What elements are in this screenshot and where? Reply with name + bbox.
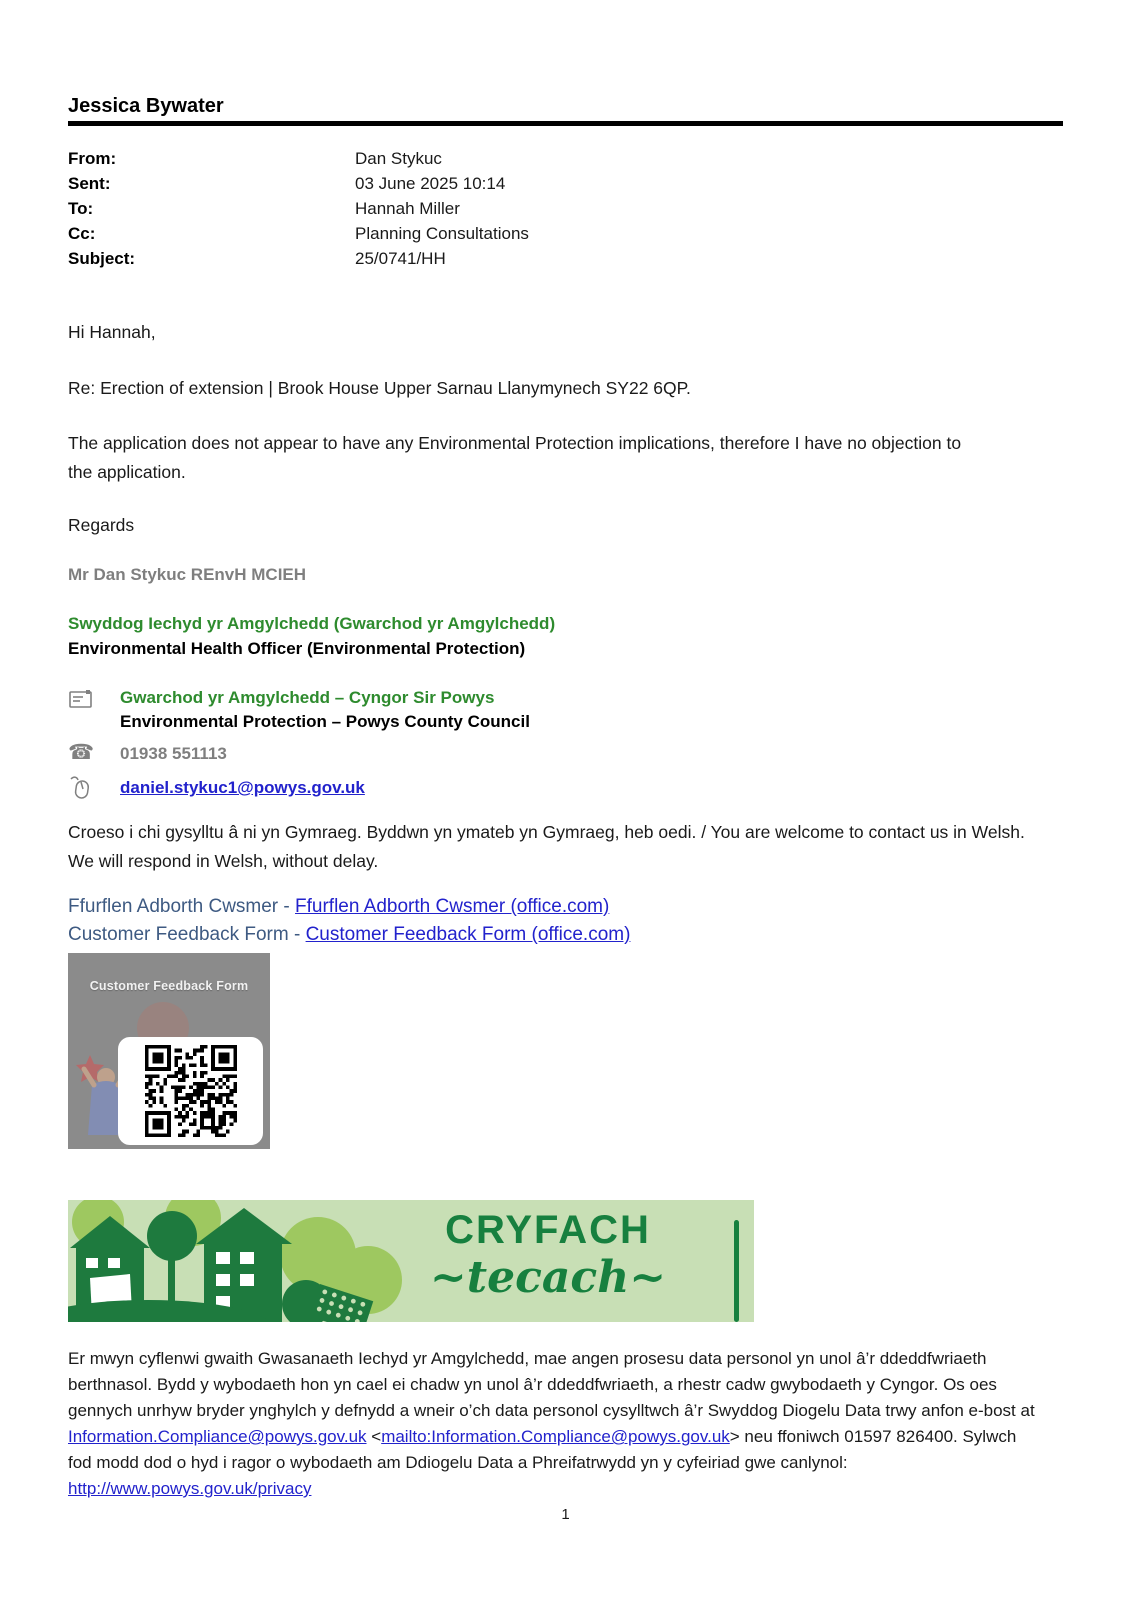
qr-image-title: Customer Feedback Form bbox=[89, 979, 249, 993]
computer-mouse-icon bbox=[68, 772, 120, 806]
banner-vertical-rule bbox=[734, 1220, 739, 1322]
cryfach-tecach-banner bbox=[68, 1200, 754, 1322]
field-cc bbox=[68, 224, 1063, 249]
feedback-english-link[interactable]: Customer Feedback Form (office.com) bbox=[305, 924, 631, 945]
department-english: Environmental Protection – Powys County Council bbox=[120, 712, 530, 731]
document-owner-name: Jessica Bywater bbox=[68, 95, 224, 117]
job-title-welsh: Swyddog Iechyd yr Amgylchedd (Gwarchod yr Amgylchedd) bbox=[68, 614, 556, 633]
field-to-value: Hannah Miller bbox=[355, 199, 460, 218]
department-row bbox=[68, 686, 768, 734]
header-divider bbox=[68, 121, 1063, 126]
qr-code bbox=[118, 1037, 263, 1145]
field-sent-value: 03 June 2025 10:14 bbox=[355, 174, 506, 193]
feedback-welsh-link[interactable]: Ffurflen Adborth Cwsmer (office.com) bbox=[295, 896, 610, 917]
field-cc-value: Planning Consultations bbox=[355, 224, 529, 243]
feedback-english-label: Customer Feedback Form bbox=[68, 924, 289, 945]
feedback-welsh-separator: - bbox=[278, 896, 296, 917]
contact-block bbox=[68, 686, 768, 812]
feedback-line-english bbox=[68, 924, 630, 946]
main-body-text: The application does not appear to have any Environmental Protection implications, therefore I have no objection to the application. bbox=[68, 433, 962, 482]
footer-text-1: Er mwyn cyflenwi gwaith Gwasanaeth Iechyd yr Amgylchedd, mae angen prosesu data personol yn unol â’r ddeddfwriaeth berthnasol. Bydd y wybodaeth hon yn cael ei chadw yn unol â’r ddeddfwriaeth, a rhestr cadw gwybodaeth y Cyngor. Os oes gennych unrhyw bryder ynghylch y defnydd a wneir o’ch data personol cysylltwch â’r Swyddog Diogelu Data trwy anfon e-bost at bbox=[68, 1349, 1035, 1420]
customer-feedback-qr-image bbox=[68, 953, 270, 1149]
page-number: 1 bbox=[561, 1506, 570, 1523]
welsh-language-notice: Croeso i chi gysylltu â ni yn Gymraeg. Byddwn yn ymateb yn Gymraeg, heb oedi. / You are welcome to contact us in Welsh. We will respond in Welsh, without delay. bbox=[68, 822, 1025, 871]
banner-subtitle: ~tecach~ bbox=[429, 1252, 667, 1303]
email-meta-fields bbox=[68, 149, 1063, 274]
job-title-english: Environmental Health Officer (Environmental Protection) bbox=[68, 639, 526, 658]
banner-title: CRYFACH bbox=[445, 1208, 651, 1252]
signoff-text: Regards bbox=[68, 515, 135, 535]
feedback-line-welsh bbox=[68, 896, 609, 918]
field-sent bbox=[68, 174, 1063, 199]
field-sent-label: Sent: bbox=[68, 174, 111, 193]
email-row bbox=[68, 772, 768, 806]
field-from-label: From: bbox=[68, 149, 117, 168]
field-to-label: To: bbox=[68, 199, 94, 218]
field-from-value: Dan Stykuc bbox=[355, 149, 442, 168]
compliance-email-link[interactable]: Information.Compliance@powys.gov.uk bbox=[68, 1427, 367, 1446]
field-subject-value: 25/0741/HH bbox=[355, 249, 446, 268]
field-subject bbox=[68, 249, 1063, 274]
footer-text-2: < bbox=[366, 1427, 382, 1446]
phone-row bbox=[68, 740, 768, 766]
compliance-mailto-link[interactable]: mailto:Information.Compliance@powys.gov.uk bbox=[381, 1427, 730, 1446]
feedback-english-separator: - bbox=[288, 924, 306, 945]
privacy-url-link[interactable]: http://www.powys.gov.uk/privacy bbox=[68, 1479, 312, 1498]
phone-number: 01938 551113 bbox=[120, 744, 227, 763]
sender-email-link[interactable]: daniel.stykuc1@powys.gov.uk bbox=[120, 778, 365, 797]
sender-name: Mr Dan Stykuc REnvH MCIEH bbox=[68, 565, 307, 584]
footer-text-3: > neu ffoniwch 01597 826400. Sylwch fod modd dod o hyd i ragor o wybodaeth am Ddiogelu Data a Phreifatrwydd yn y cyfeiriad gwe canlynol: bbox=[68, 1427, 1017, 1472]
banner-text bbox=[398, 1208, 698, 1304]
field-subject-label: Subject: bbox=[68, 249, 136, 268]
envelope-icon bbox=[68, 686, 120, 714]
department-welsh: Gwarchod yr Amgylchedd – Cyngor Sir Powys bbox=[120, 688, 495, 707]
data-protection-notice bbox=[68, 1346, 1036, 1502]
field-from bbox=[68, 149, 1063, 174]
department-names bbox=[120, 686, 530, 734]
re-subject-line: Re: Erection of extension | Brook House Upper Sarnau Llanymynech SY22 6QP. bbox=[68, 378, 691, 398]
field-to bbox=[68, 199, 1063, 224]
greeting-text: Hi Hannah, bbox=[68, 322, 156, 342]
feedback-welsh-label: Ffurflen Adborth Cwsmer bbox=[68, 896, 279, 917]
green-town-illustration bbox=[68, 1200, 408, 1322]
field-cc-label: Cc: bbox=[68, 224, 96, 243]
telephone-icon: ☎ bbox=[68, 741, 95, 764]
